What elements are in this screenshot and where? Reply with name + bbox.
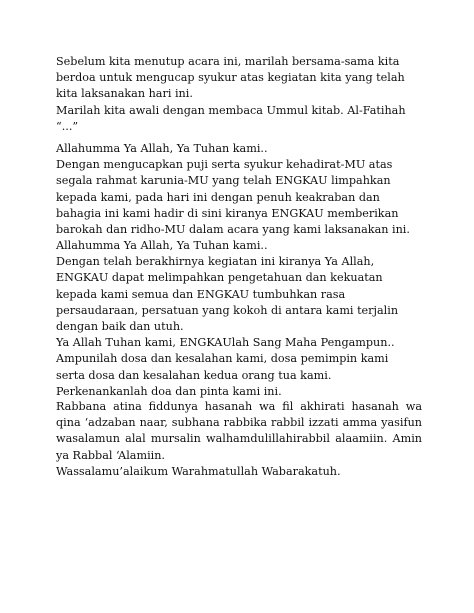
text-line: Allahumma Ya Allah, Ya Tuhan kami.. [56,142,268,155]
text-line: Marilah kita awali dengan membaca Ummul kitab. Al-Fatihah [56,103,406,117]
text-line: Rabbana atina fiddunya hasanah wa fil akhirati hasanah wa [56,400,422,413]
text-line: kepada kami semua dan ENGKAU tumbuhkan rasa [56,287,346,301]
text-line: persaudaraan, persatuan yang kokoh di antara kami terjalin [56,303,399,317]
text-line: Dengan mengucapkan puji serta syukur kehadirat-MU atas [56,158,393,172]
intro-paragraph [56,54,422,135]
text-line: Dengan telah berakhirnya kegiatan ini kiranya Ya Allah, [56,255,375,269]
text-line: kepada kami, pada hari ini dengan penuh keakraban dan [56,190,380,204]
text-line: ENGKAU dapat melimpahkan pengetahuan dan kekuatan [56,271,383,285]
text-line: bahagia ini kami hadir di sini kiranya ENGKAU memberikan [56,206,399,220]
text-line: Allahumma Ya Allah, Ya Tuhan kami.. [56,239,268,252]
closing-dua-paragraph [56,399,422,480]
text-line: dengan baik dan utuh. [56,319,184,333]
text-line: serta dosa dan kesalahan kedua orang tua kami. [56,368,332,382]
prayer-paragraph-opening [56,141,422,238]
prayer-paragraph-closing [56,238,422,400]
text-line: berdoa untuk mengucap syukur atas kegiatan kita yang telah [56,71,405,85]
text-line: Ampunilah dosa dan kesalahan kami, dosa pemimpin kami [56,352,389,366]
text-line: wasalamun alal mursalin walhamdulillahirabbil alaamiin. Amin [56,432,422,446]
text-line: “...” [56,119,79,133]
text-line: qina ‘adzaban naar, subhana rabbika rabbil izzati amma yasifun [56,416,422,430]
text-line: kita laksanakan hari ini. [56,87,193,101]
text-line: Ya Allah Tuhan kami, ENGKAUlah Sang Maha Pengampun.. [56,336,395,350]
text-line: barokah dan ridho-MU dalam acara yang kami laksanakan ini. [56,222,410,236]
text-line: ya Rabbal ‘Alamiin. [56,448,165,462]
text-line: Wassalamu’alaikum Warahmatullah Wabarakatuh. [56,464,341,478]
text-line: segala rahmat karunia-MU yang telah ENGKAU limpahkan [56,174,391,188]
text-line: Sebelum kita menutup acara ini, marilah bersama-sama kita [56,55,400,68]
text-line: Perkenankanlah doa dan pinta kami ini. [56,384,282,398]
